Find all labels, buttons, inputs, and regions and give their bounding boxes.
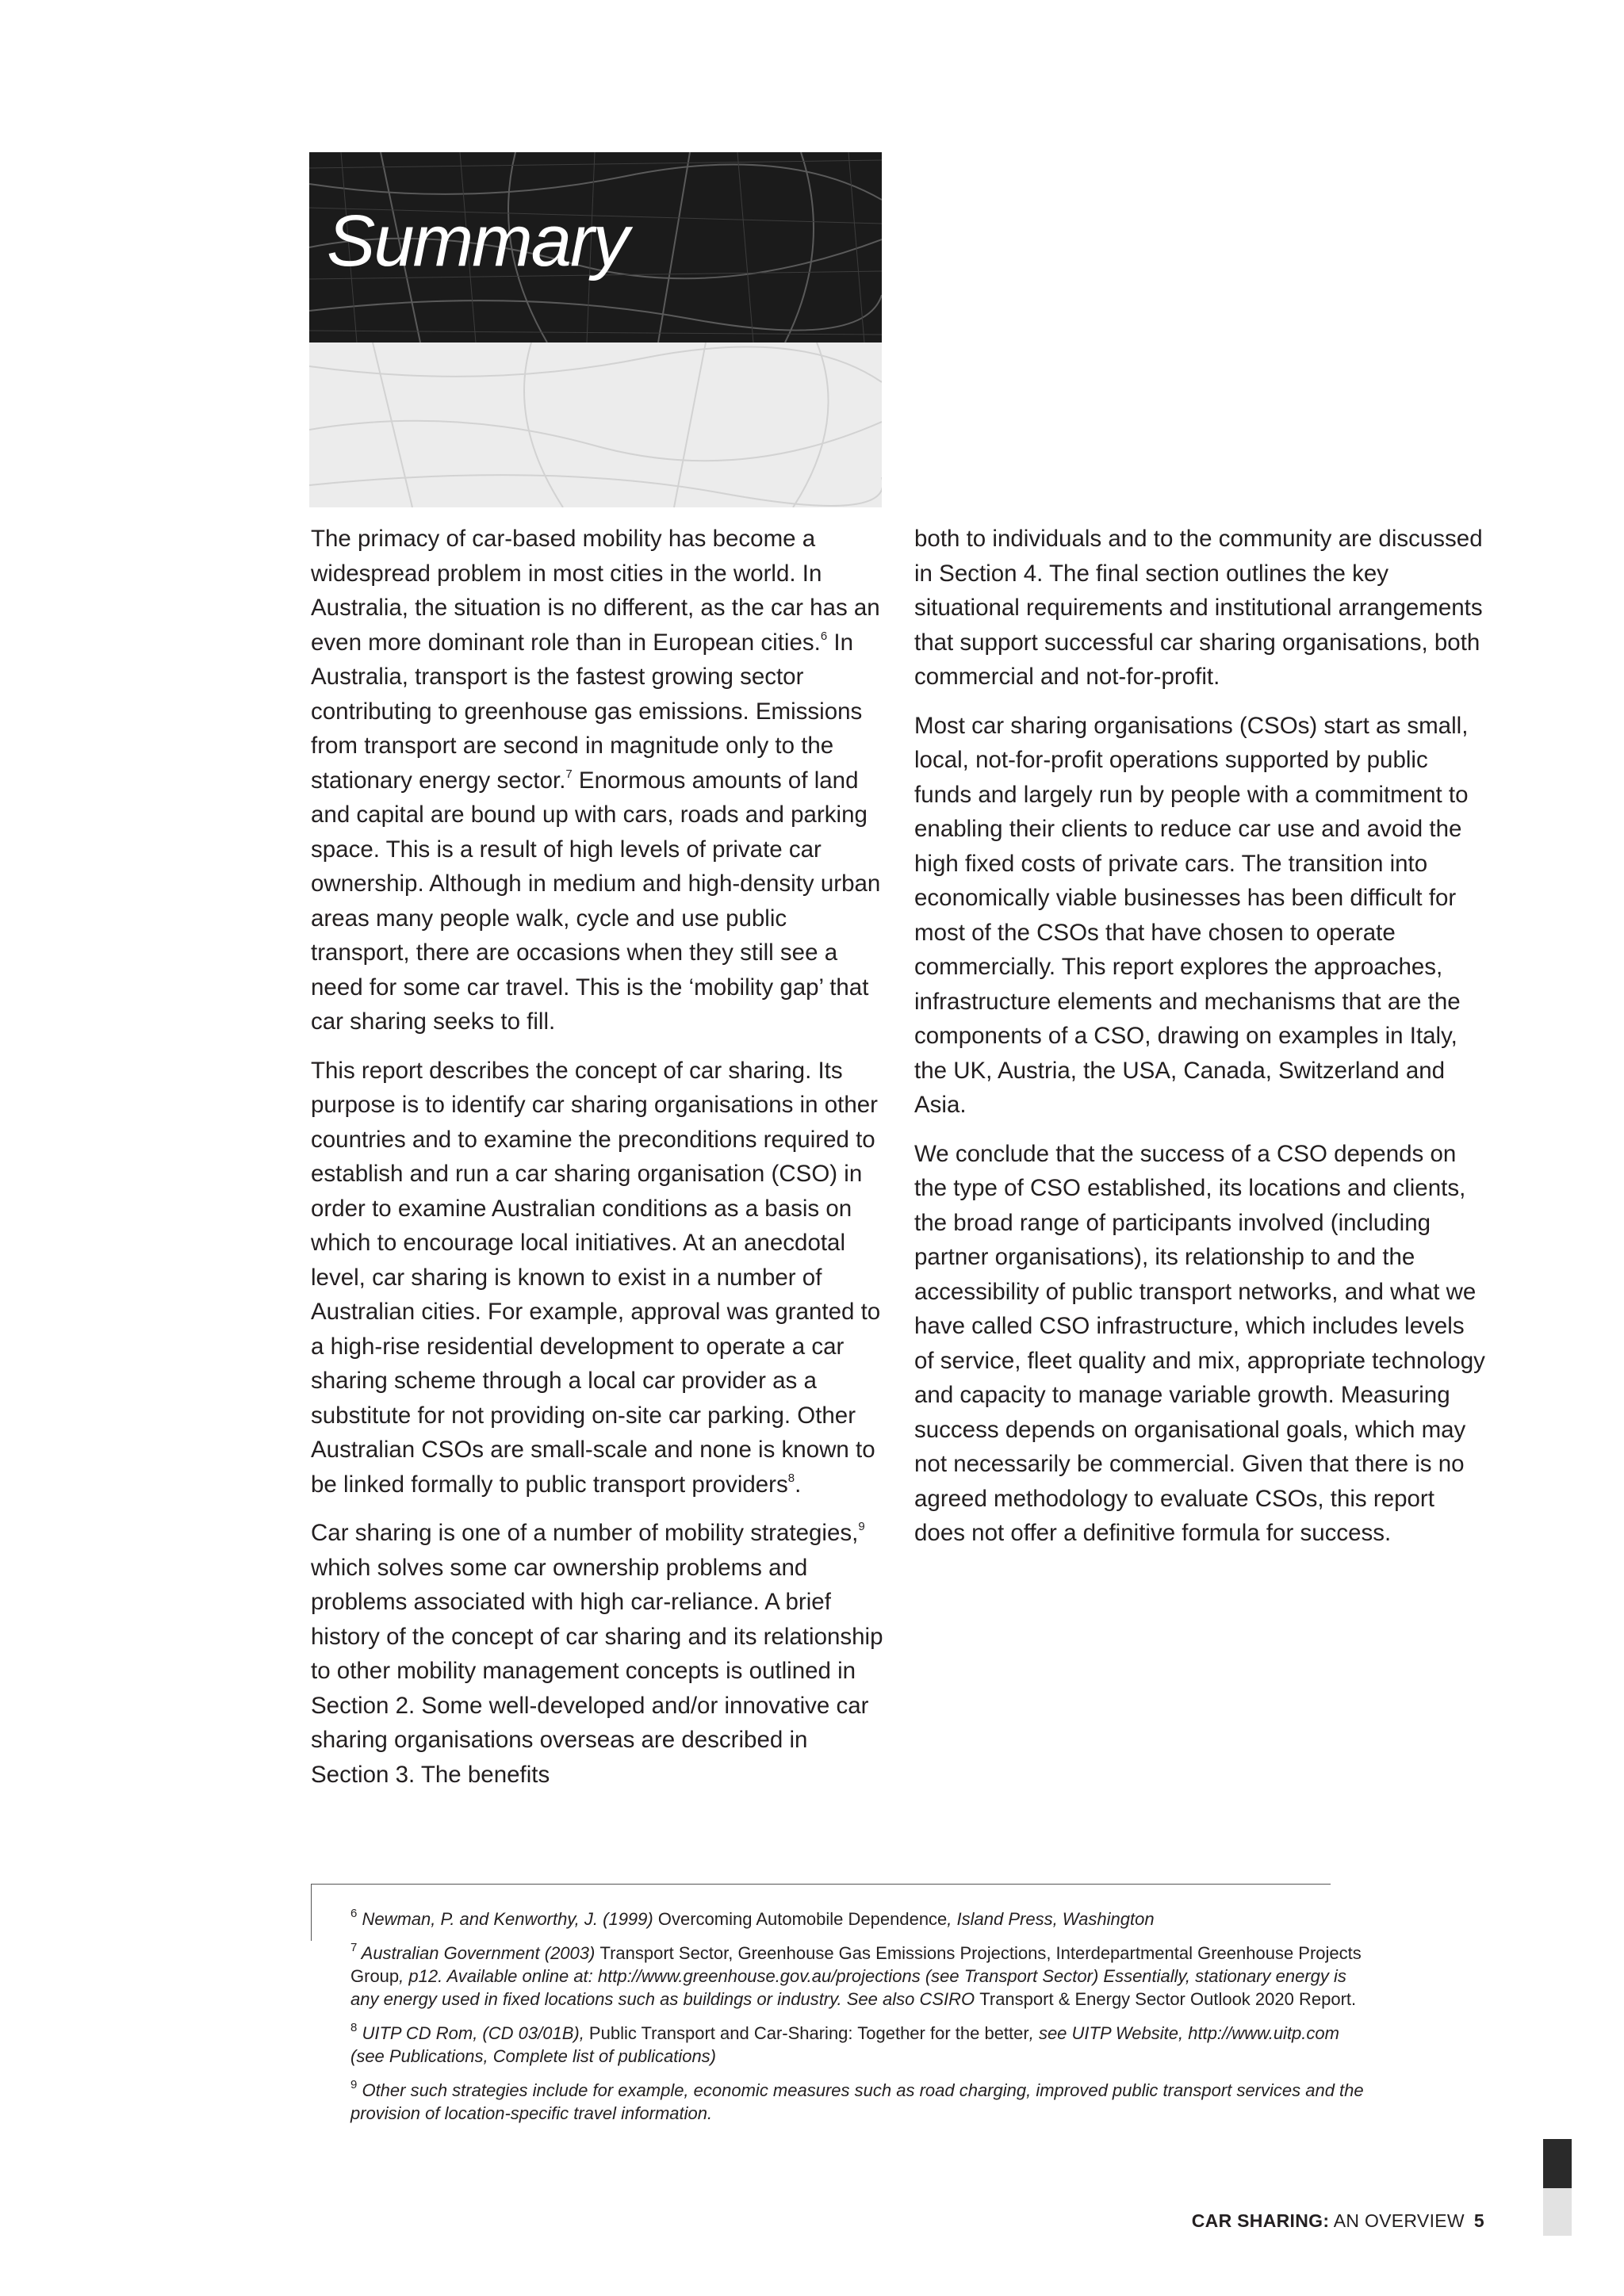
italic-text: , Island Press, Washington	[947, 1909, 1155, 1929]
text-run: .	[795, 1471, 802, 1498]
edge-tab-light	[1543, 2188, 1572, 2236]
footnote	[350, 1942, 1373, 2011]
page-title: Summary	[327, 201, 628, 281]
body-column-left	[311, 522, 886, 1806]
paragraph	[311, 1516, 886, 1792]
text-run: This report describes the concept of car sharing. Its purpose is to identify car sharing organisations in other countries and to examine the preconditions required to establish and run a car sharing organisation (CSO) in order to examine Australian conditions as a basis on which to encourage local initiatives. At an anecdotal level, car sharing is known to exist in a number of Australian cities. For example, approval was granted to a high-rise residential development to operate a car sharing scheme through a local car provider as a substitute for not providing on-site car parking. Other Australian CSOs are small-scale and none is known to be linked formally to public transport providers	[311, 1057, 881, 1498]
footer-subtitle: AN OVERVIEW	[1329, 2210, 1465, 2231]
footnote-divider-vertical	[311, 1884, 312, 1941]
footnote-ref: 6	[820, 629, 828, 643]
paragraph	[311, 522, 886, 1039]
footnotes	[350, 1908, 1373, 2136]
footnote	[350, 1908, 1373, 1931]
page-number: 5	[1473, 2210, 1484, 2231]
italic-text: , see UITP Website, http://www.uitp.com (see Publications, Complete list of publications)	[350, 2023, 1339, 2066]
footnote	[350, 2079, 1373, 2125]
italic-text: Australian Government (2003)	[357, 1943, 600, 1963]
paragraph	[914, 1137, 1489, 1551]
footnote	[350, 2022, 1373, 2068]
text-run: Car sharing is one of a number of mobility strategies,	[311, 1520, 859, 1546]
footnote-ref: 7	[565, 767, 573, 781]
footnote-ref: 8	[350, 2020, 358, 2034]
text-run: Transport & Energy Sector Outlook 2020 Report.	[979, 1989, 1357, 2009]
page-footer	[1192, 2210, 1484, 2232]
body-column-right	[914, 522, 1489, 1565]
italic-text: UITP CD Rom, (CD 03/01B),	[357, 2023, 589, 2043]
text-run: Enormous amounts of land and capital are bound up with cars, roads and parking space. This is a result of high levels of private car ownership. Although in medium and high-density urban areas many people walk, cycle and use public transport, there are occasions when they still see a need for some car travel. This is the ‘mobility gap’ that car sharing seeks to fill.	[311, 767, 881, 1035]
text-run: Most car sharing organisations (CSOs) start as small, local, not-for-profit operations supported by public funds and largely run by people with a commitment to enabling their clients to reduce car use and avoid the high fixed costs of private cars. The transition into economically viable businesses has been difficult for most of the CSOs that have chosen to operate commercially. This report explores the approaches, infrastructure elements and mechanisms that are the components of a CSO, drawing on examples in Italy, the UK, Austria, the USA, Canada, Switzerland and Asia.	[914, 712, 1469, 1118]
footnote-ref: 8	[787, 1471, 795, 1485]
text-run: Transport Sector, Greenhouse Gas Emissions Projections, Interdepartmental Greenhouse Projects Group	[350, 1943, 1362, 1986]
italic-text: , p12. Available online at: http://www.greenhouse.gov.au/projections (see Transport Sector) Essentially, stationary energy is any energy used in fixed locations such as buildings or industry. See also CSIRO	[350, 1966, 1346, 2009]
text-run: Overcoming Automobile Dependence	[657, 1909, 948, 1929]
footnote-divider	[311, 1884, 1331, 1885]
paragraph	[914, 709, 1489, 1123]
text-run: both to individuals and to the community are discussed in Section 4. The final section outlines the key situational requirements and institutional arrangements that support successful car sharing organisations, both commercial and not-for-profit.	[914, 526, 1483, 690]
paragraph	[914, 522, 1489, 695]
italic-text: Newman, P. and Kenworthy, J. (1999)	[357, 1909, 658, 1929]
footnote-ref: 6	[350, 1906, 358, 1920]
italic-text: Other such strategies include for example, economic measures such as road charging, improved public transport services and the provision of location-specific travel information.	[350, 2080, 1364, 2123]
text-run: In Australia, transport is the fastest growing sector contributing to greenhouse gas emissions. Emissions from transport are second in magnitude only to the stationary energy sector.	[311, 629, 863, 794]
footnote-ref: 9	[858, 1520, 865, 1534]
footer-title: CAR SHARING:	[1191, 2210, 1330, 2231]
title-banner-map-light	[309, 342, 882, 507]
text-run: Public Transport and Car-Sharing: Together for the better	[588, 2023, 1029, 2043]
footnote-ref: 9	[350, 2077, 358, 2091]
text-run: The primacy of car-based mobility has become a widespread problem in most cities in the world. In Australia, the situation is no different, as the car has an even more dominant role than in European cities.	[311, 526, 880, 656]
paragraph	[311, 1054, 886, 1502]
text-run: We conclude that the success of a CSO depends on the type of CSO established, its locations and clients, the broad range of participants involved (including partner organisations), its relationship to and the accessibility of public transport networks, and what we have called CSO infrastructure, which includes levels of service, fleet quality and mix, appropriate technology and capacity to manage variable growth. Measuring success depends on organisational goals, which may not necessarily be commercial. Given that there is no agreed methodology to evaluate CSOs, this report does not offer a definitive formula for success.	[914, 1140, 1485, 1546]
text-run: which solves some car ownership problems and problems associated with high car-reliance. A brief history of the concept of car sharing and its relationship to other mobility management concepts is outlined in Section 2. Some well-developed and/or innovative car sharing organisations overseas are described in Section 3. The benefits	[311, 1554, 883, 1788]
footnote-ref: 7	[350, 1940, 358, 1954]
edge-tab-dark	[1543, 2139, 1572, 2188]
